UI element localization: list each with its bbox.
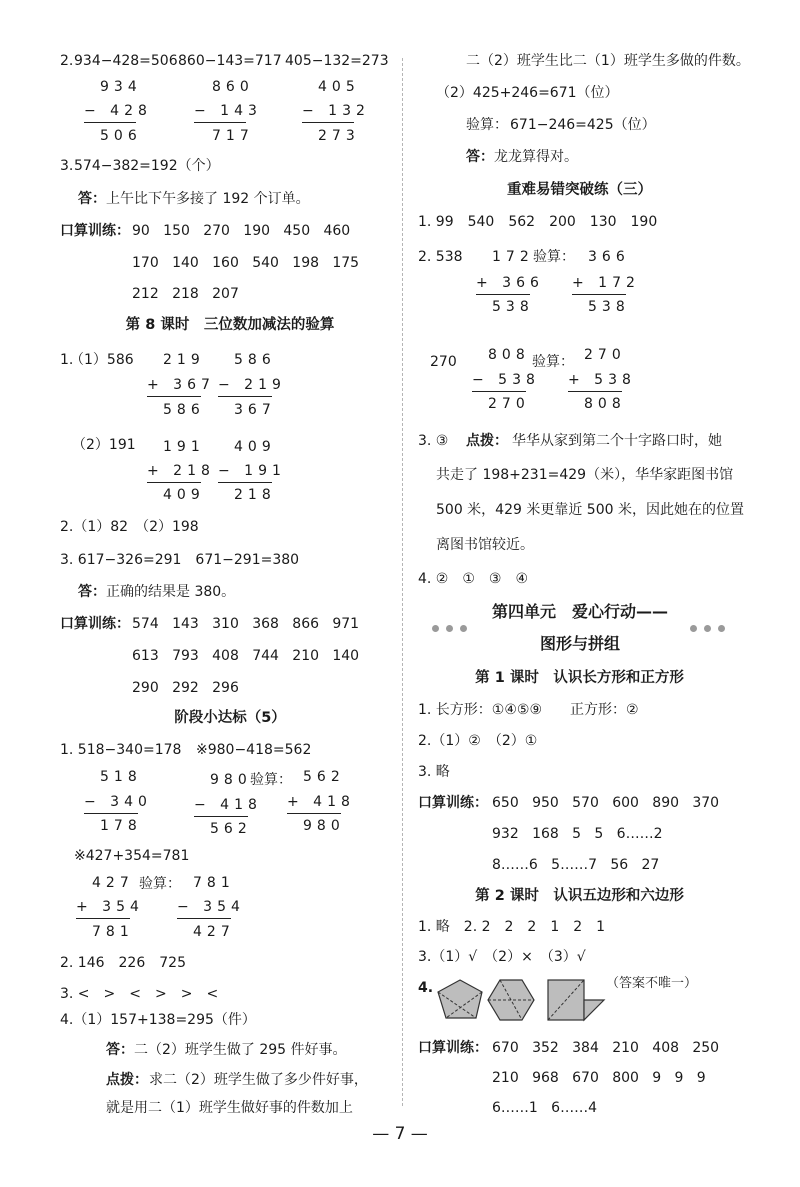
h3-q2-label2: 270 [430, 354, 457, 370]
l8-q3: 3. 617−326=291 671−291=380 [60, 552, 300, 568]
vcalc-op: − 340 [84, 794, 152, 810]
lesson2-title: 第 2 课时 认识五边形和六边形 [475, 888, 684, 904]
vcalc-res: 562 [210, 821, 252, 837]
s5-q1-eq3: ※427+354=781 [74, 848, 190, 864]
vcalc-res: 427 [193, 924, 235, 940]
decor-dots-right [690, 625, 725, 632]
vcalc-op: − 354 [177, 899, 245, 915]
vcalc-line [218, 482, 272, 483]
vcalc-top: 934 [100, 79, 142, 95]
vcalc-top: 191 [163, 439, 205, 455]
l8-q1-part1: （1）586 [70, 352, 134, 368]
answer-text: 正确的结果是 380。 [106, 584, 236, 600]
hint-text: 离图书馆较近。 [436, 537, 534, 553]
q2-eq2: 860−143=717 [178, 53, 282, 69]
vcalc-top: 366 [588, 249, 630, 265]
s5-q4: 4.（1）157+138=295（件） [60, 1012, 256, 1028]
vcalc-top: 980 [210, 772, 252, 788]
vcalc-op: − 219 [218, 377, 286, 393]
vcalc-line [572, 294, 626, 295]
vcalc-line [568, 391, 622, 392]
vcalc-res: 273 [318, 128, 360, 144]
vcalc-res: 808 [584, 396, 626, 412]
vcalc-line [218, 396, 272, 397]
q3-eq: 574−382=192（个） [74, 158, 220, 174]
oral-row: 212 218 207 [132, 286, 239, 302]
check-label: 验算： [532, 354, 574, 370]
page-number: — 7 — [372, 1124, 428, 1144]
u4l1-q1: 1. 长方形：①④⑤⑨ 正方形：② [418, 702, 639, 718]
vcalc-line [472, 391, 526, 392]
unit4-title-line2: 图形与拼组 [539, 634, 620, 653]
l8-q1-part2: （2）191 [72, 437, 136, 453]
oral-row: 932 168 5 5 6……2 [492, 826, 663, 842]
answer-label: 答： [466, 149, 494, 165]
vcalc-top: 219 [163, 352, 205, 368]
s5-q1-eq2: ※980−418=562 [196, 742, 312, 758]
vcalc-line [76, 918, 130, 919]
vcalc-op: − 418 [194, 797, 262, 813]
u4l2-q4-label: 4. [418, 980, 434, 996]
l8-q2: 2.（1）82 （2）198 [60, 519, 199, 535]
pentagon-shape [438, 980, 482, 1018]
oral-row: 90 150 270 190 450 460 [132, 223, 351, 239]
vcalc-line [147, 482, 201, 483]
answer-label: 答： [78, 191, 106, 207]
oral-label: 口算训练： [418, 1040, 488, 1056]
vcalc-top: 860 [212, 79, 254, 95]
oral-row: 574 143 310 368 866 971 [132, 616, 360, 632]
oral-row: 170 140 160 540 198 175 [132, 255, 360, 271]
decor-dots-left [432, 625, 467, 632]
vcalc-res: 538 [492, 299, 534, 315]
vcalc-res: 781 [92, 924, 134, 940]
h3-q3-prefix: 3. ③ [418, 433, 463, 449]
q2-eq3: 405−132=273 [285, 53, 389, 69]
h3-q4: 4. ② ① ③ ④ [418, 571, 529, 587]
s5-q2: 2. 146 226 725 [60, 955, 186, 971]
u4l1-q2: 2.（1）② （2）① [418, 733, 538, 749]
vcalc-res: 367 [234, 402, 276, 418]
h3-q2-label: 2. 538 [418, 249, 463, 265]
oral-label: 口算训练： [60, 616, 130, 632]
q2-eq1: 934−428=506 [74, 53, 178, 69]
vcalc-res: 506 [100, 128, 142, 144]
vcalc-op: + 538 [568, 372, 636, 388]
vcalc-line [302, 122, 354, 123]
vcalc-op: − 132 [302, 103, 370, 119]
vcalc-line [177, 918, 231, 919]
stage5-title: 阶段小达标（5） [174, 710, 286, 726]
composite-shape [548, 980, 604, 1020]
vcalc-res: 586 [163, 402, 205, 418]
vcalc-top: 405 [318, 79, 360, 95]
vcalc-op: + 366 [476, 275, 544, 291]
vcalc-line [287, 813, 341, 814]
hint-text: 就是用二（1）班学生做好事的件数加上 [106, 1100, 353, 1116]
oral-row: 670 352 384 210 408 250 [492, 1040, 720, 1056]
oral-row: 650 950 570 600 890 370 [492, 795, 720, 811]
check-label: 验算： [250, 772, 292, 788]
s5-q1-eq1: 1. 518−340=178 [60, 742, 182, 758]
vcalc-op: − 191 [218, 463, 286, 479]
vcalc-op: + 218 [147, 463, 215, 479]
answer-label: 答： [78, 584, 106, 600]
oral-label: 口算训练： [418, 795, 488, 811]
vcalc-top: 270 [584, 347, 626, 363]
hexagon-shape [488, 980, 534, 1020]
vcalc-res: 717 [212, 128, 254, 144]
vcalc-res: 538 [588, 299, 630, 315]
vcalc-top: 409 [234, 439, 276, 455]
vcalc-top: 781 [193, 875, 235, 891]
vcalc-top: 172 [492, 249, 534, 265]
column-divider [402, 58, 403, 1106]
s5-q3: 3. < > < > > < [60, 986, 219, 1002]
vcalc-line [147, 396, 201, 397]
oral-row: 210 968 670 800 9 9 9 [492, 1070, 706, 1086]
answer-text: 二（2）班学生做了 295 件好事。 [134, 1042, 347, 1058]
h3-q1: 1. 99 540 562 200 130 190 [418, 214, 658, 230]
hint-text: 华华从家到第二个十字路口时，她 [512, 433, 722, 449]
check-label: 验算： [533, 249, 575, 265]
vcalc-op: + 172 [572, 275, 640, 291]
vcalc-op: − 428 [84, 103, 152, 119]
check-label: 验算： [466, 117, 508, 133]
u4l2-q1: 1. 略 2. 2 2 2 1 2 1 [418, 919, 606, 935]
cont-line: 二（2）班学生比二（1）班学生多做的件数。 [466, 53, 750, 69]
vcalc-line [476, 294, 530, 295]
hint-text: 求二（2）班学生做了多少件好事， [149, 1072, 368, 1088]
l8-q1-label: 1. [60, 352, 74, 368]
answer-text: 上午比下午多接了 192 个订单。 [106, 191, 310, 207]
cont-line: （2）425+246=671（位） [436, 85, 619, 101]
vcalc-top: 808 [488, 347, 530, 363]
vcalc-res: 218 [234, 487, 276, 503]
check-label: 验算： [139, 876, 181, 892]
answer-label: 答： [106, 1042, 134, 1058]
oral-row: 613 793 408 744 210 140 [132, 648, 360, 664]
hint-label: 点拨： [106, 1072, 148, 1088]
vcalc-top: 427 [92, 875, 134, 891]
u4l2-q4-note: （答案不唯一） [606, 976, 698, 991]
hint-label: 点拨： [466, 433, 508, 449]
hint-text: 500 米，429 米更靠近 500 米，因此她在的位置 [436, 502, 744, 518]
answer-text: 龙龙算得对。 [494, 149, 578, 165]
vcalc-op: + 367 [147, 377, 215, 393]
vcalc-res: 178 [100, 818, 142, 834]
oral-label: 口算训练： [60, 223, 130, 239]
vcalc-op: + 418 [287, 794, 355, 810]
q2-label: 2. [60, 53, 74, 69]
vcalc-line [84, 813, 138, 814]
vcalc-res: 270 [488, 396, 530, 412]
lesson8-title: 第 8 课时 三位数加减法的验算 [125, 317, 335, 333]
vcalc-line [194, 122, 246, 123]
vcalc-line [194, 816, 248, 817]
hint-text: 共走了 198+231=429（米），华华家距图书馆 [436, 467, 734, 483]
vcalc-op: − 538 [472, 372, 540, 388]
oral-row: 290 292 296 [132, 680, 239, 696]
vcalc-top: 586 [234, 352, 276, 368]
u4l2-q3: 3.（1）√ （2）× （3）√ [418, 949, 586, 965]
shape-diagram [436, 974, 606, 1026]
vcalc-op: + 354 [76, 899, 144, 915]
hard3-title: 重难易错突破练（三） [507, 182, 652, 198]
unit4-title-line1: 第四单元 爱心行动—— [491, 602, 668, 621]
vcalc-top: 518 [100, 769, 142, 785]
vcalc-top: 562 [303, 769, 345, 785]
u4l1-q3: 3. 略 [418, 764, 450, 780]
vcalc-res: 980 [303, 818, 345, 834]
oral-row: 8……6 5……7 56 27 [492, 857, 660, 873]
vcalc-res: 409 [163, 487, 205, 503]
oral-row: 6……1 6……4 [492, 1100, 597, 1116]
lesson1-title: 第 1 课时 认识长方形和正方形 [475, 670, 684, 686]
q3-label: 3. [60, 158, 74, 174]
vcalc-line [84, 122, 136, 123]
check-text: 671−246=425（位） [510, 117, 656, 133]
vcalc-op: − 143 [194, 103, 262, 119]
